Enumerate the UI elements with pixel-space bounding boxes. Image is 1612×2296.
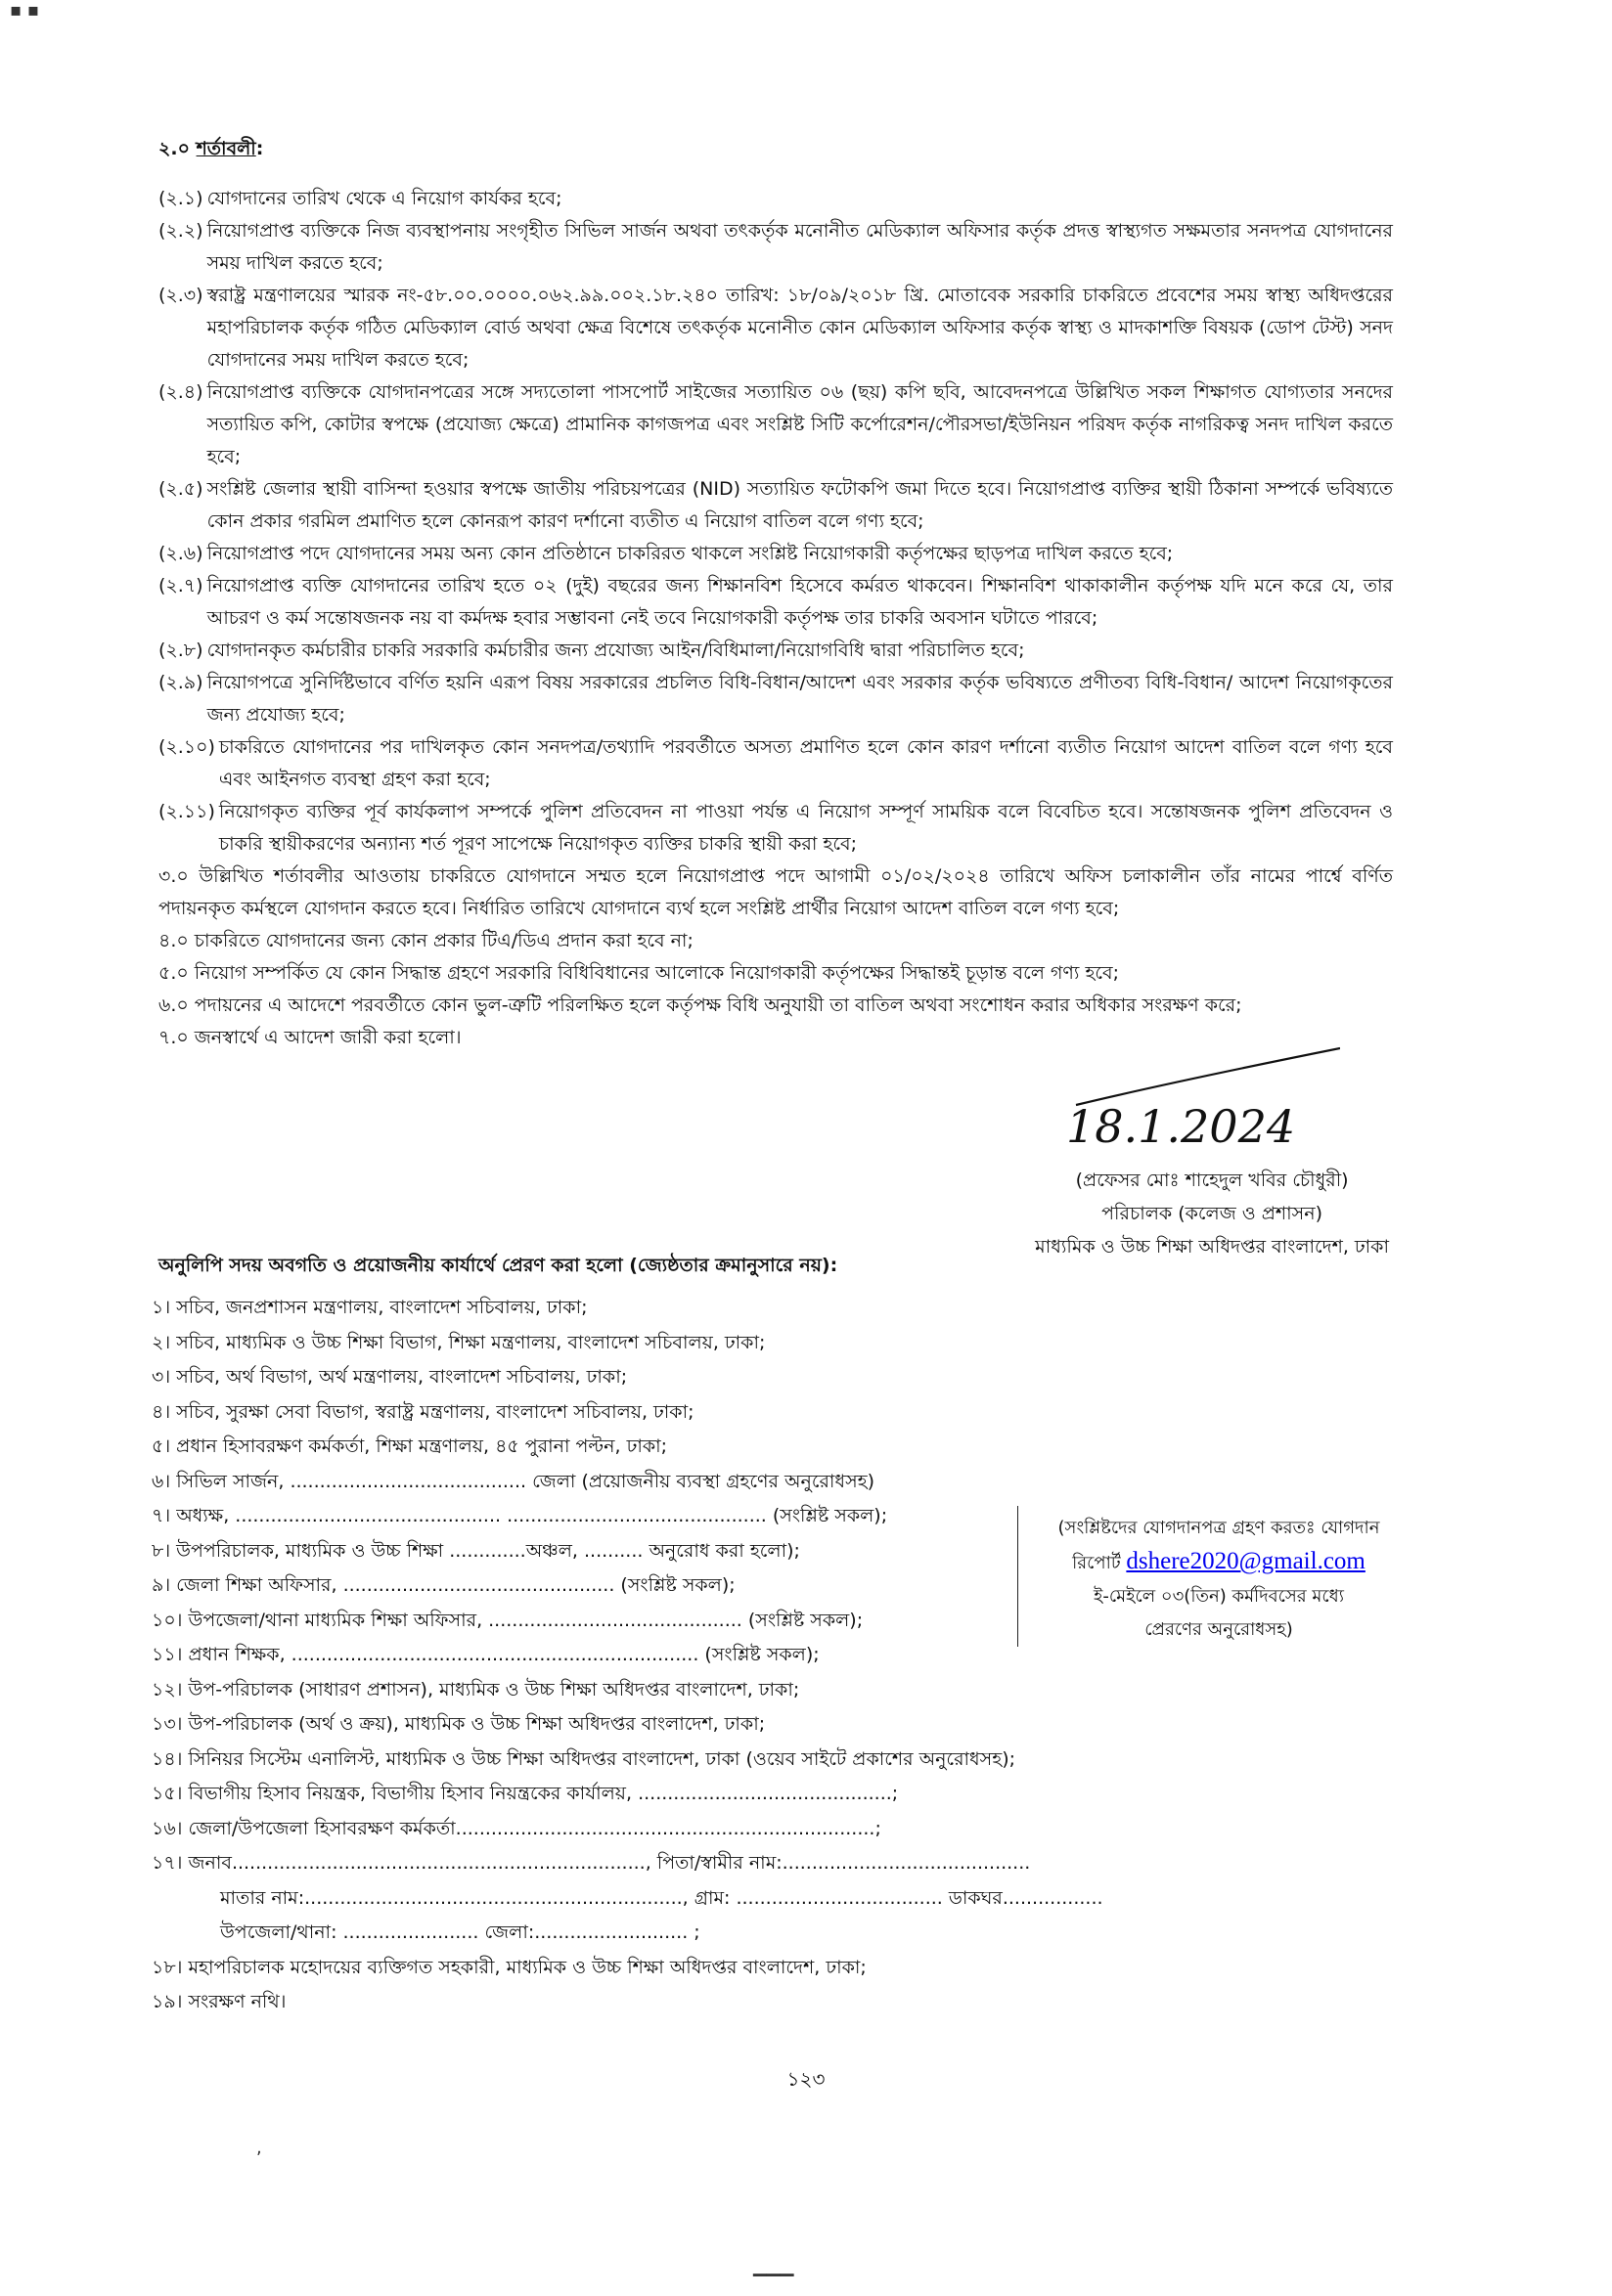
- terms-heading-number: ২.০: [158, 138, 190, 159]
- note-report-label: রিপোর্ট: [1072, 1553, 1121, 1573]
- list-item: ১৩। উপ-পরিচালক (অর্থ ও ক্রয়), মাধ্যমিক ও উচ্চ শিক্ষা অধিদপ্তর বাংলাদেশ, ঢাকা;: [152, 1713, 766, 1735]
- term-clause: (২.৩) স্বরাষ্ট্র মন্ত্রণালয়ের স্মারক নং-৫৮.০০.০০০০.০৬২.৯৯.০০২.১৮.২৪০ তারিখ: ১৮/০৯/২০১৮ খ্রি. মোতাবেক সরকারি চাকরিতে প্রবেশের সময় স্বাস্থ্য অধিদপ্তরের মহাপরিচালক কর্তৃক গঠিত মেডিক্যাল বোর্ড অথবা ক্ষেত্র বিশেষে তৎকর্তৃক মনোনীত কোন মেডিক্যাল অফিসার কর্তৃক স্বাস্থ্য ও মাদকাশক্তি বিষয়ক (ডোপ টেস্ট) সনদ যোগদানের সময় দাখিল করতে হবে;: [158, 285, 1393, 371]
- scan-mark: ,: [256, 2138, 262, 2158]
- list-item-continuation: মাতার নাম:................................................................, গ্রাম: ................................... ডাকঘর.................: [220, 1886, 1103, 1909]
- term-clause: (২.১০) চাকরিতে যোগদানের পর দাখিলকৃত কোন সনদপত্র/তথ্যাদি পরবর্তীতে অসত্য প্রমাণিত হলে কোন কারণ দর্শানো ব্যতীত নিয়োগ আদেশ বাতিল বলে গণ্য হবে এবং আইনগত ব্যবস্থা গ্রহণ করা হবে;: [158, 736, 1393, 790]
- term-clause: (২.৫) সংশ্লিষ্ট জেলার স্থায়ী বাসিন্দা হওয়ার স্বপক্ষে জাতীয় পরিচয়পত্রের (NID) সত্যায়িত ফটোকপি জমা দিতে হবে। নিয়োগপ্রাপ্ত ব্যক্তির স্থায়ী ঠিকানা সম্পর্কে ভবিষ্যতে কোন প্রকার গরমিল প্রমাণিত হলে কোনরূপ কারণ দর্শানো ব্যতীত এ নিয়োগ বাতিল বলে গণ্য হবে;: [158, 478, 1393, 532]
- list-item: ১৬। জেলা/উপজেলা হিসাবরক্ষণ কর্মকর্তা.......................................................................;: [152, 1817, 881, 1839]
- term-clause: (২.৭) নিয়োগপ্রাপ্ত ব্যক্তি যোগদানের তারিখ হতে ০২ (দুই) বছরের জন্য শিক্ষানবিশ হিসেবে কর্মরত থাকবেন। শিক্ষানবিশ থাকাকালীন কর্তৃপক্ষ যদি মনে করে যে, তার আচরণ ও কর্ম সন্তোষজনক নয় বা কর্মদক্ষ হবার সম্ভাবনা নেই তবে নিয়োগকারী কর্তৃপক্ষ তার চাকরি অবসান ঘটাতে পারবে;: [158, 575, 1393, 629]
- note-line-3: ই-মেইলে ০৩(তিন) কর্মদিবসের মধ্যে: [1094, 1586, 1344, 1607]
- scan-mark: ▪ ▪: [10, 0, 40, 21]
- term-clause: (২.১) যোগদানের তারিখ থেকে এ নিয়োগ কার্যকর হবে;: [158, 188, 562, 209]
- list-item: ১০। উপজেলা/থানা মাধ্যমিক শিক্ষা অফিসার, ........................................... (সংশ্লিষ্ট সকল);: [152, 1609, 864, 1631]
- term-clause: (২.৮) যোগদানকৃত কর্মচারীর চাকরি সরকারি কর্মচারীর জন্য প্রযোজ্য আইন/বিধিমালা/নিয়োগবিধি দ্বারা পরিচালিত হবে;: [158, 640, 1025, 661]
- list-item: ১৮। মহাপরিচালক মহোদয়ের ব্যক্তিগত সহকারী, মাধ্যমিক ও উচ্চ শিক্ষা অধিদপ্তর বাংলাদেশ, ঢাকা;: [152, 1956, 867, 1978]
- order-item-5: ৫.০ নিয়োগ সম্পর্কিত যে কোন সিদ্ধান্ত গ্রহণে সরকারি বিধিবিধানের আলোকে নিয়োগকারী কর্তৃপক্ষের সিদ্ধান্তই চূড়ান্ত বলে গণ্য হবে;: [158, 962, 1120, 984]
- order-item-3: ৩.০ উল্লিখিত শর্তাবলীর আওতায় চাকরিতে যোগদানে সম্মত হলে নিয়োগপ্রাপ্ত পদে আগামী ০১/০২/২০২৪ তারিখে অফিস চলাকালীন তাঁর নামের পার্শ্বে বর্ণিত পদায়নকৃত কর্মস্থলে যোগদান করতে হবে। নির্ধারিত তারিখে যোগদানে ব্যর্থ হলে সংশ্লিষ্ট প্রার্থীর নিয়োগ আদেশ বাতিল বলে গণ্য হবে;: [158, 865, 1393, 919]
- signatory-office: মাধ্যমিক ও উচ্চ শিক্ষা অধিদপ্তর বাংলাদেশ, ঢাকা: [1035, 1236, 1389, 1258]
- email-link[interactable]: dshere2020@gmail.com: [1126, 1548, 1366, 1574]
- signatory-designation: পরিচালক (কলেজ ও প্রশাসন): [1101, 1203, 1322, 1224]
- list-item: ১৯। সংরক্ষণ নথি।: [152, 1991, 287, 2012]
- list-item: ১৫। বিভাগীয় হিসাব নিয়ন্ত্রক, বিভাগীয় হিসাব নিয়ন্ত্রকের কার্যালয়, ...........................................;: [152, 1783, 899, 1804]
- term-clause: (২.৯) নিয়োগপত্রে সুনির্দিষ্টভাবে বর্ণিত হয়নি এরূপ বিষয় সরকারের প্রচলিত বিধি-বিধান/আদেশ এবং সরকার কর্তৃক ভবিষ্যতে প্রণীতব্য বিধি-বিধান/ আদেশ নিয়োগকৃতের জন্য প্রযোজ্য হবে;: [158, 672, 1393, 726]
- signatory-details: [1035, 1164, 1389, 1263]
- list-item: ১৭। জনাব......................................................................, পিতা/স্বামীর নাম:..........................................: [152, 1852, 1031, 1874]
- term-clause: (২.২) নিয়োগপ্রাপ্ত ব্যক্তিকে নিজ ব্যবস্থাপনায় সংগৃহীত সিভিল সার্জন অথবা তৎকর্তৃক মনোনীত মেডিক্যাল অফিসার কর্তৃক প্রদত্ত স্বাস্থ্যগত সক্ষমতার সনদপত্র যোগদানের সময় দাখিল করতে হবে;: [158, 220, 1393, 274]
- list-item: ৫। প্রধান হিসাবরক্ষণ কর্মকর্তা, শিক্ষা মন্ত্রণালয়, ৪৫ পুরানা পল্টন, ঢাকা;: [152, 1435, 668, 1457]
- joining-report-note: [1017, 1506, 1419, 1647]
- signatory-name: (প্রফেসর মোঃ শাহেদুল খবির চৌধুরী): [1075, 1170, 1349, 1191]
- list-item-continuation: উপজেলা/থানা: ....................... জেলা:.......................... ;: [220, 1921, 700, 1943]
- copy-to-title: অনুলিপি সদয় অবগতি ও প্রয়োজনীয় কার্যার্থে প্রেরণ করা হলো (জ্যেষ্ঠতার ক্রমানুসারে নয়):: [158, 1255, 838, 1276]
- list-item: ১৪। সিনিয়র সিস্টেম এনালিস্ট, মাধ্যমিক ও উচ্চ শিক্ষা অধিদপ্তর বাংলাদেশ, ঢাকা (ওয়েব সাইটে প্রকাশের অনুরোধসহ);: [152, 1747, 1016, 1770]
- list-item: ২। সচিব, মাধ্যমিক ও উচ্চ শিক্ষা বিভাগ, শিক্ষা মন্ত্রণালয়, বাংলাদেশ সচিবালয়, ঢাকা;: [152, 1331, 766, 1353]
- list-item: ১১। প্রধান শিক্ষক, ..................................................................... (সংশ্লিষ্ট সকল);: [152, 1644, 820, 1665]
- note-line-2: [1018, 1545, 1419, 1580]
- list-item: ৬। সিভিল সার্জন, ........................................ জেলা (প্রয়োজনীয় ব্যবস্থা গ্রহণের অনুরোধসহ): [152, 1470, 875, 1492]
- list-item: ১২। উপ-পরিচালক (সাধারণ প্রশাসন), মাধ্যমিক ও উচ্চ শিক্ষা অধিদপ্তর বাংলাদেশ, ঢাকা;: [152, 1678, 800, 1700]
- page-number: ১২৩: [786, 2067, 826, 2091]
- note-line-4: প্রেরণের অনুরোধসহ): [1144, 1619, 1293, 1640]
- order-item-4: ৪.০ চাকরিতে যোগদানের জন্য কোন প্রকার টিএ/ডিএ প্রদান করা হবে না;: [158, 930, 694, 951]
- terms-section: [158, 133, 1393, 1054]
- list-item: ৪। সচিব, সুরক্ষা সেবা বিভাগ, স্বরাষ্ট্র মন্ত্রণালয়, বাংলাদেশ সচিবালয়, ঢাকা;: [152, 1400, 694, 1423]
- term-clause: (২.৪) নিয়োগপ্রাপ্ত ব্যক্তিকে যোগদানপত্রের সঙ্গে সদ্যতোলা পাসপোর্ট সাইজের সত্যায়িত ০৬ (ছয়) কপি ছবি, আবেদনপত্রে উল্লিখিত সকল শিক্ষাগত যোগ্যতার সনদের সত্যায়িত কপি, কোটার স্বপক্ষে (প্রযোজ্য ক্ষেত্রে) প্রামানিক কাগজপত্র এবং সংশ্লিষ্ট সিটি কর্পোরেশন/পৌরসভা/ইউনিয়ন পরিষদ কর্তৃক নাগরিকত্ব সনদ দাখিল করতে হবে;: [158, 381, 1393, 467]
- terms-heading-colon: :: [255, 138, 264, 159]
- list-item: ৭। অধ্যক্ষ, ............................................. ............................................ (সংশ্লিষ্ট সকল);: [152, 1505, 888, 1526]
- term-clause: (২.১১) নিয়োগকৃত ব্যক্তির পূর্ব কার্যকলাপ সম্পর্কে পুলিশ প্রতিবেদন না পাওয়া পর্যন্ত এ নিয়োগ সম্পূর্ণ সাময়িক বলে বিবেচিত হবে। সন্তোষজনক পুলিশ প্রতিবেদন ও চাকরি স্থায়ীকরণের অন্যান্য শর্ত পূরণ সাপেক্ষে নিয়োগকৃত ব্যক্তির চাকরি স্থায়ী করা হবে;: [158, 801, 1393, 855]
- list-item: ৩। সচিব, অর্থ বিভাগ, অর্থ মন্ত্রণালয়, বাংলাদেশ সচিবালয়, ঢাকা;: [152, 1366, 628, 1388]
- list-item: ৮। উপপরিচালক, মাধ্যমিক ও উচ্চ শিক্ষা .............অঞ্চল, .......... অনুরোধ করা হলো);: [152, 1539, 800, 1562]
- list-item: ১। সচিব, জনপ্রশাসন মন্ত্রণালয়, বাংলাদেশ সচিবালয়, ঢাকা;: [152, 1297, 588, 1318]
- list-item: ৯। জেলা শিক্ষা অফিসার, .............................................. (সংশ্লিষ্ট সকল);: [152, 1574, 736, 1596]
- order-item-6: ৬.০ পদায়নের এ আদেশে পরবর্তীতে কোন ভুল-ত্রুটি পরিলক্ষিত হলে কর্তৃপক্ষ বিধি অনুযায়ী তা বাতিল অথবা সংশোধন করার অধিকার সংরক্ষণ করে;: [158, 994, 1242, 1016]
- order-item-7: ৭.০ জনস্বার্থে এ আদেশ জারী করা হলো।: [158, 1027, 462, 1048]
- scan-mark: ▔▔▔: [753, 2274, 794, 2295]
- terms-heading-label: শর্তাবলী: [196, 138, 256, 159]
- terms-heading: [158, 133, 1393, 165]
- signature-date: 18.1.2024: [1066, 1100, 1296, 1153]
- terms-clause-list: [158, 183, 1393, 861]
- note-line-1: (সংশ্লিষ্টদের যোগদানপত্র গ্রহণ করতঃ যোগদান: [1057, 1518, 1380, 1538]
- handwritten-signature: [1047, 1046, 1340, 1164]
- term-clause: (২.৬) নিয়োগপ্রাপ্ত পদে যোগদানের সময় অন্য কোন প্রতিষ্ঠানে চাকরিরত থাকলে সংশ্লিষ্ট নিয়োগকারী কর্তৃপক্ষের ছাড়পত্র দাখিল করতে হবে;: [158, 543, 1174, 564]
